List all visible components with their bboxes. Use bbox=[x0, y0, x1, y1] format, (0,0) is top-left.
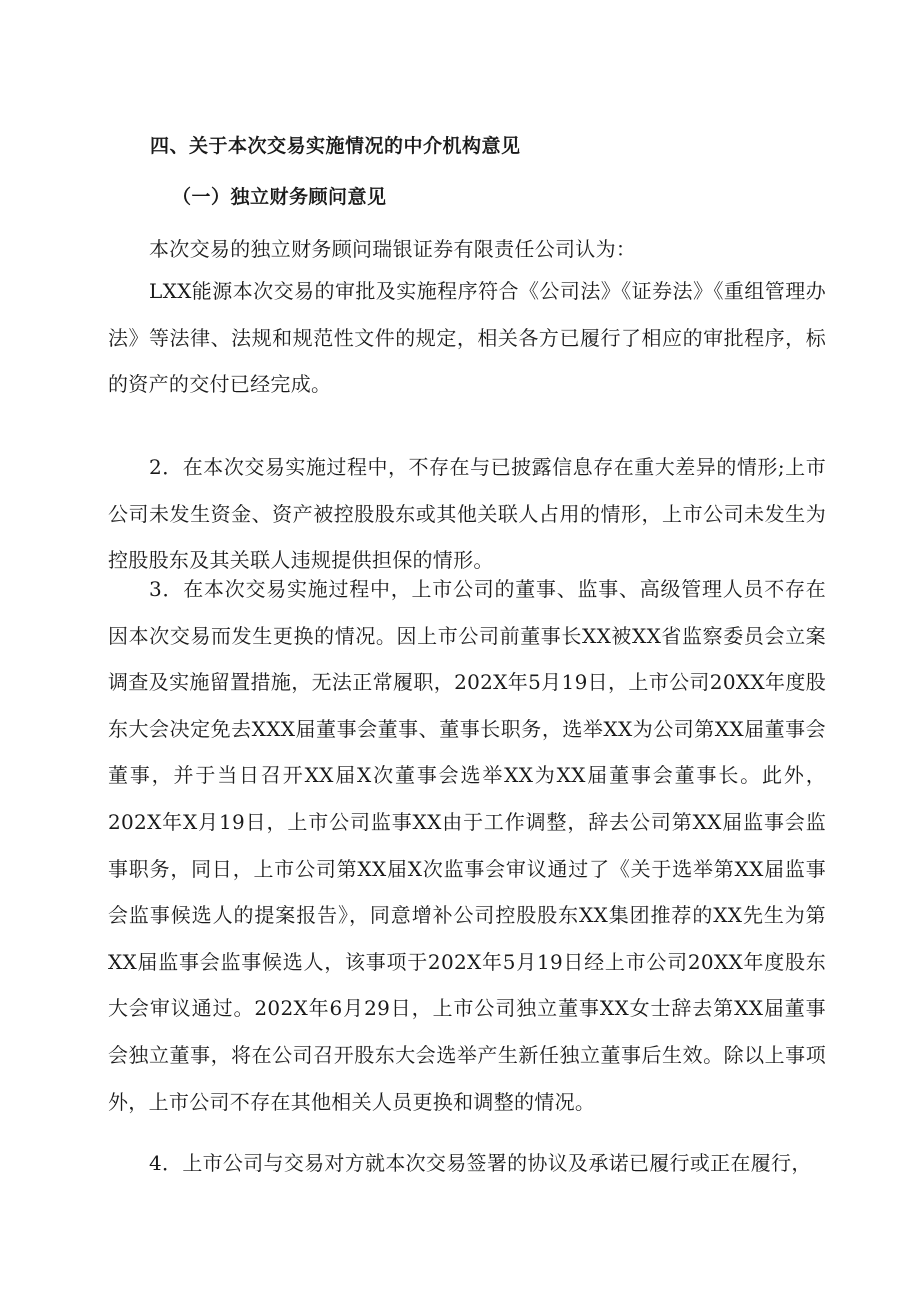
paragraph-1: LXX能源本次交易的审批及实施程序符合《公司法》《证券法》《重组管理办法》等法律、法规和规范性文件的规定，相关各方已履行了相应的审批程序，标的资产的交付已经完成。 bbox=[108, 279, 826, 397]
section-heading: 四、关于本次交易实施情况的中介机构意见 bbox=[150, 135, 521, 157]
paragraph-2: 2．在本次交易实施过程中，不存在与已披露信息存在重大差异的情形;上市公司未发生资金、资产被控股股东或其他关联人占用的情形，上市公司未发生为控股股东及其关联人违规提供担保的情形。 bbox=[108, 455, 826, 573]
paragraph-4: 4．上市公司与交易对方就本次交易签署的协议及承诺已履行或正在履行， bbox=[149, 1151, 812, 1175]
paragraph-3: 3．在本次交易实施过程中，上市公司的董事、监事、高级管理人员不存在因本次交易而发生更换的情况。因上市公司前董事长XX被XX省监察委员会立案调查及实施留置措施，无法正常履职，202X年5月19日，上市公司20XX年度股东大会决定免去XXX届董事会董事、董事长职务，选举XX为公司第XX届董事会董事，并于当日召开XX届X次董事会选举XX为XX届董事会董事长。此外，202X年X月19日，上市公司监事XX由于工作调整，辞去公司第XX届监事会监事职务，同日，上市公司第XX届X次监事会审议通过了《关于选举第XX届监事会监事候选人的提案报告》，同意增补公司控股股东XX集团推荐的XX先生为第XX届监事会监事候选人，该事项于202X年5月19日经上市公司20XX年度股东大会审议通过。202X年6月29日，上市公司独立董事XX女士辞去第XX届董事会独立董事，将在公司召开股东大会选举产生新任独立董事后生效。除以上事项外，上市公司不存在其他相关人员更换和调整的情况。 bbox=[108, 577, 826, 1114]
subsection-heading: （一）独立财务顾问意见 bbox=[172, 186, 387, 208]
intro-paragraph: 本次交易的独立财务顾问瑞银证券有限责任公司认为： bbox=[149, 237, 637, 261]
